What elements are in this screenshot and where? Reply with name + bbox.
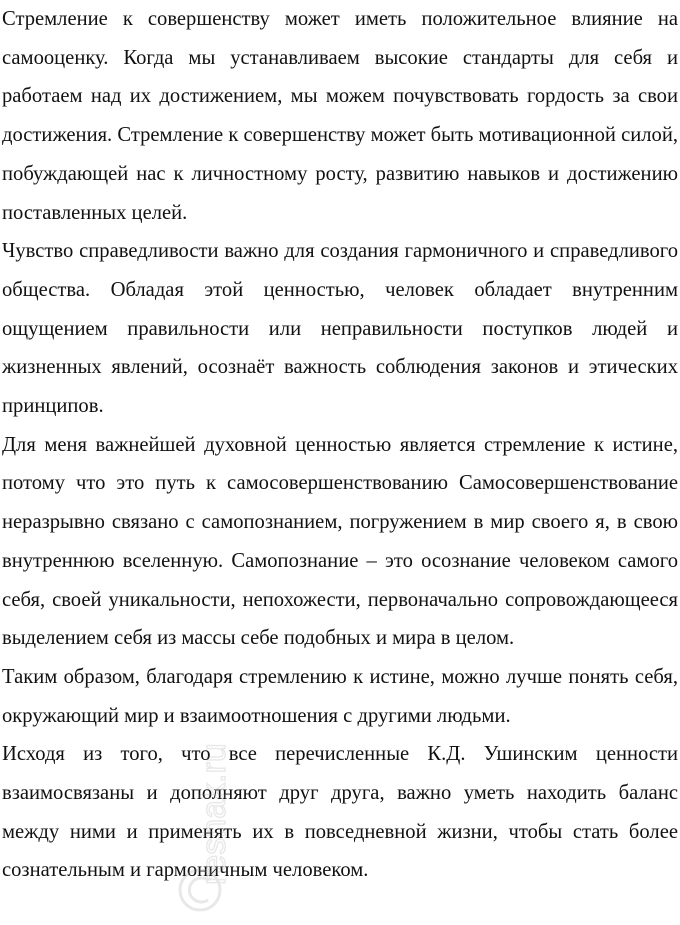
document-page: [2, 0, 678, 890]
paragraph-justice: Чувство справедливости важно для создания гармоничного и справедливого общества. Обладая этой ценностью, человек обладает внутренним ощущением правильности или неправильности поступков людей и жизненных явлений, осознаёт важность соблюдения законов и этических принципов.: [2, 240, 678, 418]
svg-text:reshak.ru: reshak.ru: [195, 743, 233, 885]
paragraph-truth: Для меня важнейшей духовной ценностью является стремление к истине, потому что это путь к самосовершенствованию Самосовершенствование неразрывно связано с самопознанием, погружением в мир своего я, в свою внутреннюю вселенную. Самопознание – это осознание человеком самого себя, своей уникальности, непохожести, первоначально сопровождающееся выделением себя из массы себе подобных и мира в целом.: [2, 433, 678, 650]
paragraph-perfection: Стремление к совершенству может иметь положительное влияние на самооценку. Когда мы устанавливаем высокие стандарты для себя и работаем над их достижением, мы можем почувствовать гордость за свои достижения. Стремление к совершенству может быть мотивационной силой, побуждающей нас к личностному росту, развитию навыков и достижению поставленных целей.: [2, 8, 678, 224]
paragraph-balance: Исходя из того, что все перечисленные К.Д. Ушинским ценности взаимосвязаны и дополняют друг друга, важно уметь находить баланс между ними и применять их в повседневной жизни, чтобы стать более сознательным и гармоничным человеком.: [2, 743, 678, 882]
paragraph-conclusion: Таким образом, благодаря стремлению к истине, можно лучше понять себя, окружающий мир и взаимоотношения с другими людьми.: [2, 665, 678, 727]
